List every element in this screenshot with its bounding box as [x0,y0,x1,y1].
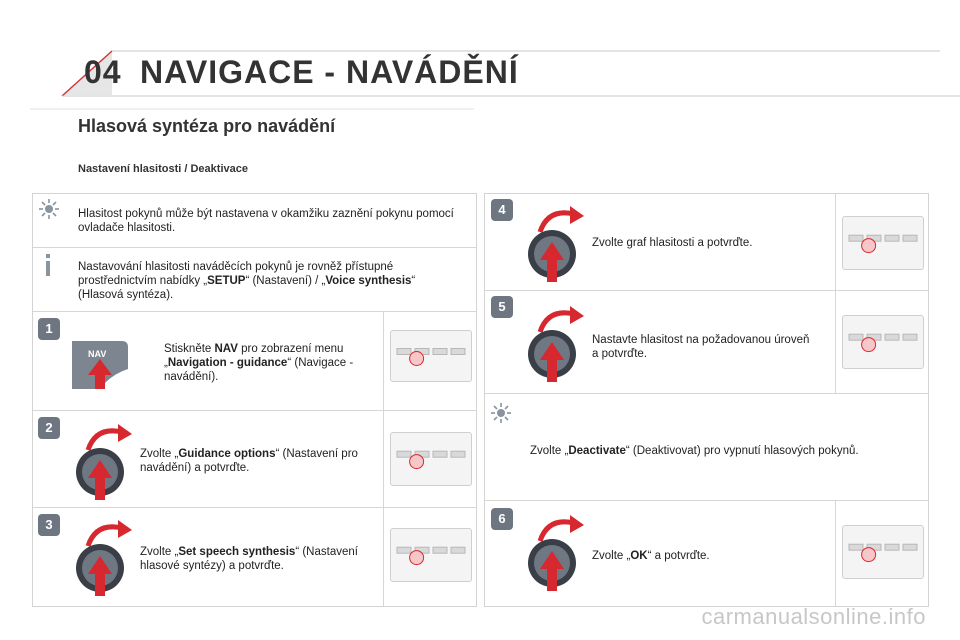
radio-panel-graphic [391,529,471,581]
divider [835,501,836,606]
navigation-guidance-label: Navigation - guidance [167,357,288,369]
voice-synthesis-label: Voice synthesis [325,275,412,287]
watermark: carmanualsonline.info [701,604,926,629]
text-part: “ (Nastavení hlasové syntézy) a potvrďte. [140,546,358,572]
rotary-knob-icon [74,518,136,598]
rotary-knob-icon [74,422,136,502]
step-1-text [164,342,374,384]
step-6-text [592,549,822,563]
radio-panel-thumbnail [842,216,924,270]
step-number-4: 4 [491,199,513,221]
info-text-volume: Hlasitost pokynů může být nastavena v okamžiku zaznění pokynu pomocí ovladače hlasitosti. [78,208,454,234]
deactivate-info-text [530,444,922,458]
text-part: “ (Deaktivovat) pro vypnutí hlasových pokynů. [625,445,859,457]
text-part: Zvolte „ [140,448,179,460]
text-part: Stiskněte [164,343,215,355]
text-part: Zvolte „ [140,546,179,558]
set-speech-synthesis-label: Set speech synthesis [178,546,296,558]
text-part: Zvolte „ [530,445,569,457]
radio-panel-graphic [843,316,923,368]
rotary-knob-icon [526,304,588,384]
radio-panel-thumbnail [390,528,472,582]
step-3-text [140,545,380,573]
divider [485,500,928,501]
text-part: “ (Nastavení pro navádění) a potvrďte. [140,448,358,474]
divider [835,291,836,393]
radio-panel-graphic [843,217,923,269]
divider [33,247,476,248]
divider [383,508,384,606]
divider [485,290,928,291]
radio-panel-graphic [843,526,923,578]
text-part: “ (Navigace - navádění). [164,357,354,383]
step-5-text: Nastavte hlasitost na požadovanou úroveň a potvrďte. [592,334,810,360]
light-bulb-icon [490,402,512,424]
text-part: “ a potvrďte. [647,550,710,562]
nav-button-illustration [70,335,134,391]
step-number-5: 5 [491,296,513,318]
divider [33,410,476,411]
radio-panel-thumbnail [842,315,924,369]
info-text-setup [78,260,458,302]
subsection-title: Nastavení hlasitosti / Deaktivace [78,163,248,175]
step-number-6: 6 [491,508,513,530]
divider [383,312,384,410]
radio-panel-thumbnail [842,525,924,579]
radio-panel-thumbnail [390,432,472,486]
step-2-text [140,447,375,475]
setup-label: SETUP [207,275,246,287]
chapter-number: 04 [84,54,122,90]
radio-panel-graphic [391,433,471,485]
text-part: “ (Hlasová syntéza). [78,275,416,301]
section-title: Hlasová syntéza pro navádění [78,116,336,136]
divider [383,411,384,507]
step-4-text: Zvolte graf hlasitosti a potvrďte. [592,237,753,249]
text-part: “ (Nastavení) / „ [245,275,326,287]
text-part: pro zobrazení menu „ [164,343,344,369]
radio-panel-thumbnail [390,330,472,382]
text-part: Zvolte „ [592,550,631,562]
divider [33,507,476,508]
chapter-title: NAVIGACE - NAVÁDĚNÍ [140,54,519,90]
step-number-3: 3 [38,514,60,536]
step-number-2: 2 [38,417,60,439]
ok-label: OK [630,550,648,562]
rotary-knob-icon [526,204,588,284]
step-number-1: 1 [38,318,60,340]
rotary-knob-icon [526,513,588,593]
guidance-options-label: Guidance options [178,448,276,460]
text-part: Nastavování hlasitosti naváděcích pokynů je rovněž přístupné prostřednictvím nabídky „ [78,261,394,287]
info-icon [40,254,56,276]
light-bulb-icon [38,198,60,220]
nav-label: NAV [214,343,238,355]
divider [33,311,476,312]
radio-panel-graphic [391,331,471,381]
divider [835,194,836,290]
deactivate-label: Deactivate [568,445,626,457]
divider [485,393,928,394]
nav-button-label: NAV [88,349,107,359]
